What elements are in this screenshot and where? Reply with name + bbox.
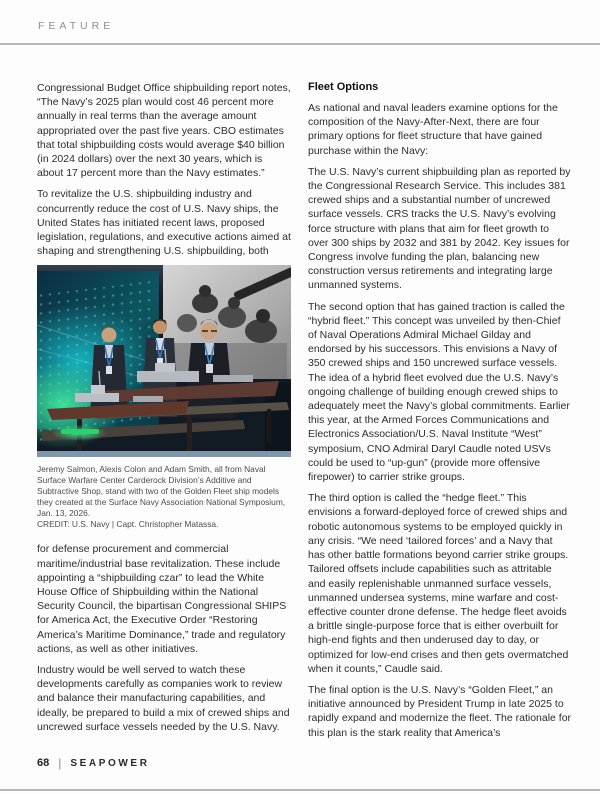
page-number: 68: [37, 757, 50, 769]
body-paragraph: for defense procurement and commercial maritime/industrial base revitalization. These include appointing a “shipbuilding czar” to lead the White House Office of Shipbuilding within the National Security Council, the bipartisan Congressional SHIPS for America Act, the Executive Order “Restoring America’s Maritime Dominance,” trade and regulatory actions, as well as other initiatives.: [37, 543, 287, 655]
magazine-name: SEAPOWER: [70, 757, 150, 769]
body-paragraph: As national and naval leaders examine options for the composition of the Navy-After-Next, there are four primary options for fleet structure that have gained purchase within the Navy:: [308, 102, 558, 157]
body-paragraph: The third option is called the “hedge fleet.” This envisions a forward-deployed force of crewed ships and robotic autonomous systems to be employed quickly in any crisis. “We need ‘tailored forces’ and a Navy that has other battle formations beyond carrier strike groups. Tailored offsets include capabilities such as attritable and easily replenishable unmanned surface vessels, unmanned undersea systems, mine warfare and cost-effective counter drone defense. The hedge fleet avoids a brittle single-purpose force that is either overbuilt for high-end fights and then underused day to day, or optimized for low-end crises and then gets overmatched when it counts,” Caudle said.: [308, 492, 569, 675]
body-paragraph: To revitalize the U.S. shipbuilding industry and concurrently reduce the cost of U.S. Navy ships, the United States has initiated recent laws, proposed legislation, regulations, and executive actions aimed at shaping and strengthening U.S. shipbuilding, both: [37, 188, 291, 258]
symposium-photo-figure: [37, 265, 291, 530]
symposium-photo: [37, 265, 291, 457]
body-paragraph: Congressional Budget Office shipbuilding report notes, “The Navy’s 2025 plan would cost 46 percent more annually in real terms than the average amount appropriated over the past five years. CBO estimates that total shipbuilding costs would average $40 billion (in 2024 dollars) over the next 30 years, which is about 17 percent more than the Navy estimates.”: [37, 82, 291, 180]
footer-rule: [0, 789, 600, 791]
body-paragraph: The final option is the U.S. Navy’s “Golden Fleet,” an initiative announced by President Trump in late 2025 to rapidly expand and modernize the fleet. The rationale for this plan is the stark reality that America’s: [308, 683, 572, 739]
article-body: [37, 81, 572, 747]
body-paragraph: Industry would be well served to watch these developments carefully as companies work to review and balance their manufacturing capabilities, and ideally, be prepared to build a mix of crewed ships and uncrewed surface vessels needed by the U.S. Navy.: [37, 664, 290, 733]
photo-caption: [37, 464, 291, 530]
feature-kicker: FEATURE: [38, 20, 115, 32]
section-heading-fleet-options: Fleet Options: [308, 81, 379, 93]
photo-credit: CREDIT: U.S. Navy | Capt. Christopher Matassa.: [37, 519, 219, 530]
body-paragraph: The U.S. Navy’s current shipbuilding plan as reported by the Congressional Research Service. This includes 381 crewed ships and a substantial number of uncrewed surface vessels. CRS tracks the U.S. Navy’s evolving force structure with plans that aim for fleet growth to over 300 ships by 2032 and 381 by 2042. Key issues for Congress involve funding the plan, balancing new construction versus retirements and integrating large unmanned systems.: [308, 165, 571, 292]
header-rule: [0, 43, 600, 45]
right-column: [308, 81, 572, 747]
footer-separator: |: [58, 756, 62, 770]
body-paragraph: The second option that has gained traction is called the “hybrid fleet.” This concept was unveiled by then-Chief of Naval Operations Admiral Michael Gilday and endorsed by his successors. This envisions a Navy of 350 crewed ships and 150 uncrewed surface vessels. The idea of a hybrid fleet evolved due the U.S. Navy’s ongoing challenge of building enough crewed ships to adequately meet the Navy’s global commitments. Earlier this year, at the Armed Forces Communications and Electronics Association/U.S. Naval Institute “West” symposium, CNO Admiral Daryl Caudle noted USVs could be used to “up-gun” (provide more offensive firepower) to carrier strike groups.: [308, 300, 570, 484]
page-footer: [37, 756, 150, 770]
left-column: [37, 81, 291, 747]
photo-caption-text: Jeremy Salmon, Alexis Colon and Adam Smith, all from Naval Surface Warfare Center Carderock Division’s Additive and Subtractive Shop, stand with two of the Golden Fleet ship models they created at the Surface Navy Association National Symposium, Jan. 13, 2026.: [37, 464, 286, 519]
